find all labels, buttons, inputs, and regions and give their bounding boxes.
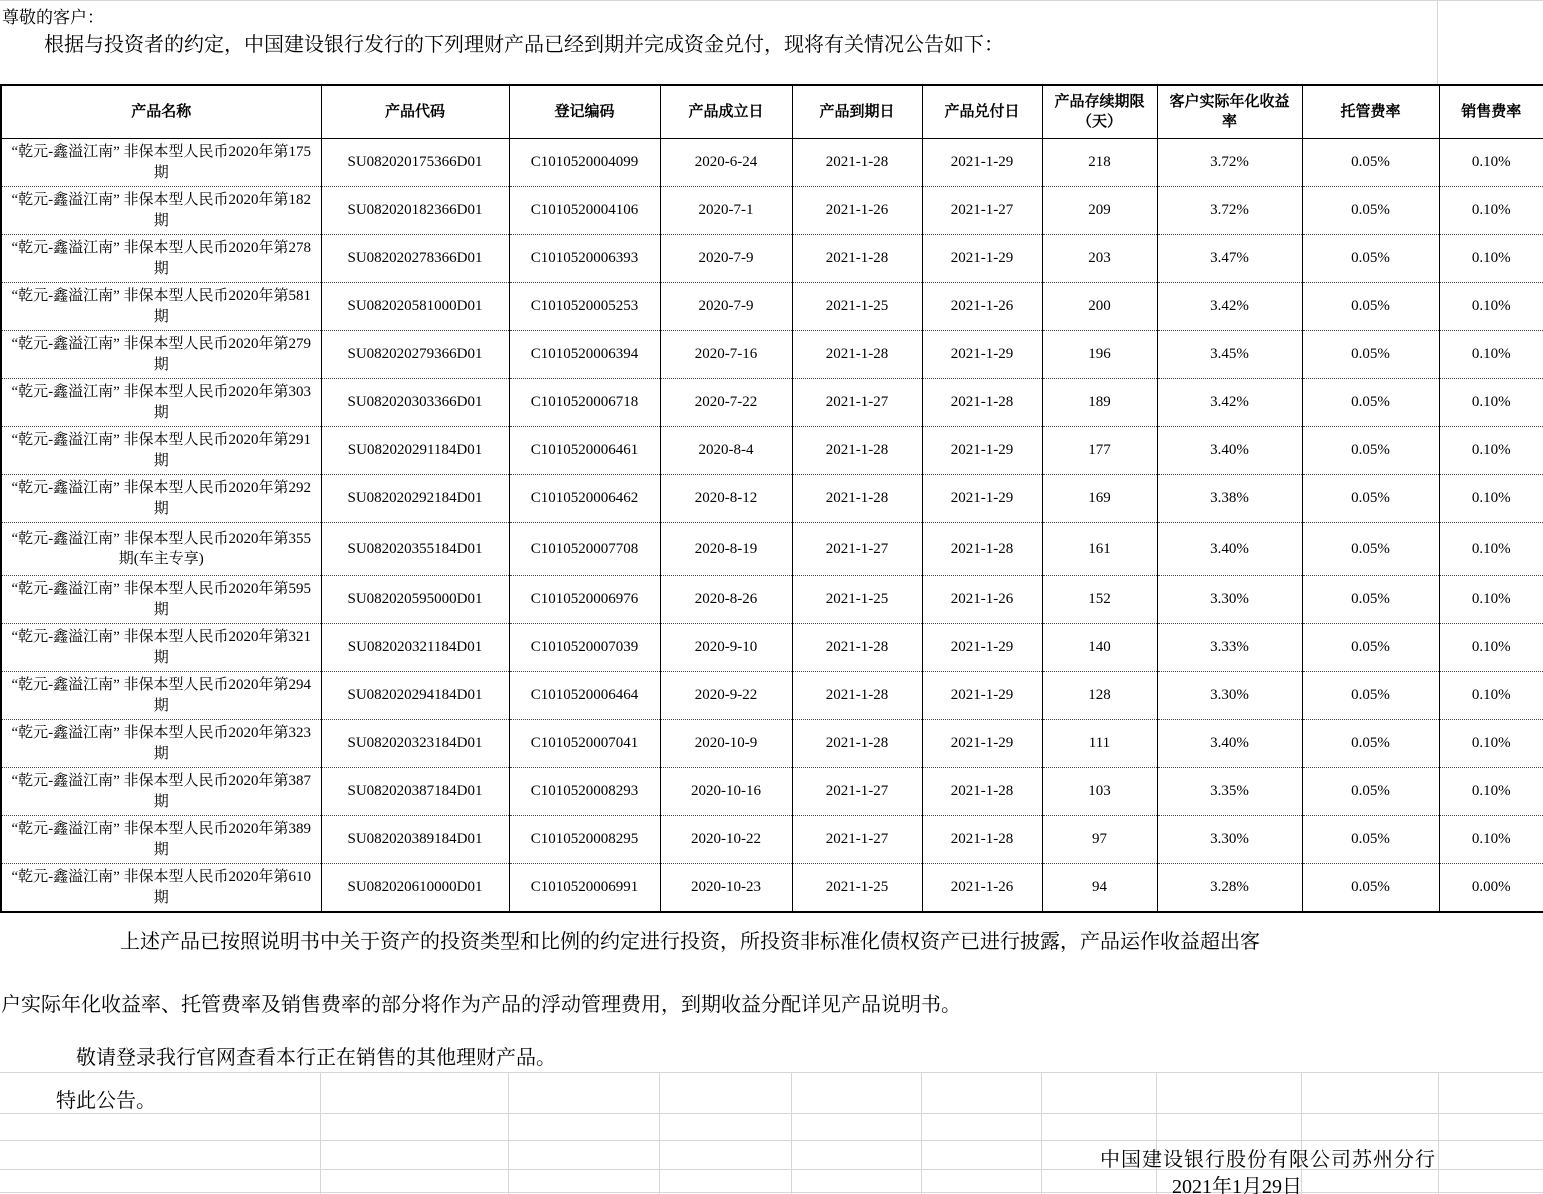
table-cell: 3.72% (1157, 139, 1302, 187)
table-cell: SU082020279366D01 (321, 331, 509, 379)
table-cell: 169 (1042, 475, 1157, 523)
table-cell: 161 (1042, 523, 1157, 576)
table-row (1, 331, 1543, 379)
table-cell: 2021-1-26 (922, 283, 1042, 331)
table-cell: 0.10% (1439, 576, 1543, 624)
table-cell: 3.42% (1157, 283, 1302, 331)
table-cell: 3.33% (1157, 624, 1302, 672)
table-cell: 0.05% (1302, 475, 1439, 523)
table-cell: 200 (1042, 283, 1157, 331)
table-cell: 0.05% (1302, 672, 1439, 720)
table-cell: 3.30% (1157, 576, 1302, 624)
table-cell: 209 (1042, 187, 1157, 235)
table-cell: 3.35% (1157, 768, 1302, 816)
column-header: 产品成立日 (660, 85, 792, 139)
table-cell: 2021-1-28 (792, 331, 922, 379)
table-cell: 140 (1042, 624, 1157, 672)
table-cell: 189 (1042, 379, 1157, 427)
table-cell: “乾元-鑫溢江南” 非保本型人民币2020年第294期 (1, 672, 321, 720)
table-cell: C1010520008293 (509, 768, 660, 816)
table-cell: 152 (1042, 576, 1157, 624)
table-cell: “乾元-鑫溢江南” 非保本型人民币2020年第389期 (1, 816, 321, 864)
table-cell: 0.10% (1439, 187, 1543, 235)
table-cell: C1010520007041 (509, 720, 660, 768)
products-table (0, 84, 1543, 913)
table-cell: 2021-1-25 (792, 576, 922, 624)
table-cell: 3.45% (1157, 331, 1302, 379)
column-header: 客户实际年化收益率 (1157, 85, 1302, 139)
table-row (1, 475, 1543, 523)
table-cell: 2021-1-28 (792, 139, 922, 187)
table-cell: SU082020389184D01 (321, 816, 509, 864)
grid-line (0, 0, 1543, 1)
table-cell: 2021-1-29 (922, 720, 1042, 768)
table-cell: 3.47% (1157, 235, 1302, 283)
note-paragraph-3: 敬请登录我行官网查看本行正在销售的其他理财产品。 (76, 1047, 556, 1069)
table-cell: 0.05% (1302, 139, 1439, 187)
grid-line (0, 1140, 1543, 1141)
table-cell: 0.05% (1302, 720, 1439, 768)
table-header-row (1, 85, 1543, 139)
table-row (1, 672, 1543, 720)
table-cell: 3.40% (1157, 720, 1302, 768)
table-cell: 0.10% (1439, 768, 1543, 816)
table-cell: 0.10% (1439, 379, 1543, 427)
table-cell: “乾元-鑫溢江南” 非保本型人民币2020年第278期 (1, 235, 321, 283)
table-cell: 2021-1-29 (922, 427, 1042, 475)
table-cell: 2021-1-29 (922, 475, 1042, 523)
table-cell: C1010520006393 (509, 235, 660, 283)
table-row (1, 864, 1543, 913)
table-cell: 2021-1-26 (922, 576, 1042, 624)
table-cell: C1010520005253 (509, 283, 660, 331)
table-cell: 111 (1042, 720, 1157, 768)
column-header: 登记编码 (509, 85, 660, 139)
table-cell: 0.10% (1439, 235, 1543, 283)
table-cell: 103 (1042, 768, 1157, 816)
table-cell: 0.05% (1302, 768, 1439, 816)
column-header: 销售费率 (1439, 85, 1543, 139)
table-row (1, 576, 1543, 624)
table-cell: 2021-1-29 (922, 331, 1042, 379)
table-cell: 2021-1-27 (792, 523, 922, 576)
table-row (1, 379, 1543, 427)
table-cell: SU082020321184D01 (321, 624, 509, 672)
table-cell: 0.05% (1302, 624, 1439, 672)
table-cell: “乾元-鑫溢江南” 非保本型人民币2020年第387期 (1, 768, 321, 816)
table-cell: 0.05% (1302, 235, 1439, 283)
grid-line (1041, 1072, 1042, 1194)
table-row (1, 523, 1543, 576)
grid-line (1156, 1072, 1157, 1194)
table-cell: 3.30% (1157, 816, 1302, 864)
table-cell: 0.00% (1439, 864, 1543, 913)
note-paragraph-1: 上述产品已按照说明书中关于资产的投资类型和比例的约定进行投资，所投资非标准化债权资产已进行披露，产品运作收益超出客 (120, 931, 1260, 953)
table-cell: 2020-7-9 (660, 283, 792, 331)
table-cell: 0.10% (1439, 283, 1543, 331)
table-row (1, 427, 1543, 475)
grid-line (320, 1072, 321, 1194)
table-cell: SU082020610000D01 (321, 864, 509, 913)
table-cell: C1010520006718 (509, 379, 660, 427)
grid-line (1438, 1072, 1439, 1194)
table-cell: C1010520006464 (509, 672, 660, 720)
table-cell: 0.05% (1302, 331, 1439, 379)
table-cell: 3.72% (1157, 187, 1302, 235)
table-cell: 177 (1042, 427, 1157, 475)
table-cell: 2020-8-12 (660, 475, 792, 523)
table-cell: 2021-1-28 (792, 624, 922, 672)
table-cell: “乾元-鑫溢江南” 非保本型人民币2020年第355期(车主专享) (1, 523, 321, 576)
table-cell: SU082020294184D01 (321, 672, 509, 720)
grid-line (1437, 0, 1438, 86)
table-cell: 0.10% (1439, 331, 1543, 379)
table-cell: 0.05% (1302, 427, 1439, 475)
table-row (1, 816, 1543, 864)
table-cell: 3.42% (1157, 379, 1302, 427)
table-cell: “乾元-鑫溢江南” 非保本型人民币2020年第182期 (1, 187, 321, 235)
table-cell: SU082020278366D01 (321, 235, 509, 283)
table-cell: C1010520004099 (509, 139, 660, 187)
table-cell: 2021-1-29 (922, 235, 1042, 283)
table-cell: 2021-1-28 (792, 235, 922, 283)
table-cell: SU082020175366D01 (321, 139, 509, 187)
table-cell: 2021-1-29 (922, 672, 1042, 720)
table-cell: 3.30% (1157, 672, 1302, 720)
table-cell: “乾元-鑫溢江南” 非保本型人民币2020年第175期 (1, 139, 321, 187)
table-cell: C1010520008295 (509, 816, 660, 864)
table-cell: 203 (1042, 235, 1157, 283)
table-cell: 3.40% (1157, 523, 1302, 576)
table-cell: SU082020303366D01 (321, 379, 509, 427)
table-cell: 97 (1042, 816, 1157, 864)
table-cell: C1010520006461 (509, 427, 660, 475)
table-cell: 2021-1-27 (792, 379, 922, 427)
table-cell: 2020-10-22 (660, 816, 792, 864)
salutation-text: 尊敬的客户： (2, 8, 104, 27)
signature-company: 中国建设银行股份有限公司苏州分行 (1100, 1149, 1436, 1171)
table-cell: C1010520006394 (509, 331, 660, 379)
table-cell: SU082020387184D01 (321, 768, 509, 816)
column-header: 产品代码 (321, 85, 509, 139)
table-cell: 0.05% (1302, 864, 1439, 913)
table-cell: 2020-9-22 (660, 672, 792, 720)
table-cell: 0.10% (1439, 624, 1543, 672)
table-row (1, 283, 1543, 331)
table-cell: C1010520006991 (509, 864, 660, 913)
table-cell: 3.40% (1157, 427, 1302, 475)
table-cell: 128 (1042, 672, 1157, 720)
table-cell: SU082020581000D01 (321, 283, 509, 331)
table-cell: 2021-1-25 (792, 283, 922, 331)
table-cell: 2020-6-24 (660, 139, 792, 187)
grid-line (791, 1072, 792, 1194)
table-cell: 2020-7-9 (660, 235, 792, 283)
table-cell: 2021-1-29 (922, 624, 1042, 672)
column-header: 产品存续期限（天） (1042, 85, 1157, 139)
table-row (1, 235, 1543, 283)
table-cell: 2021-1-28 (922, 523, 1042, 576)
table-cell: 0.05% (1302, 283, 1439, 331)
table-cell: 2020-8-4 (660, 427, 792, 475)
table-cell: 2020-10-9 (660, 720, 792, 768)
table-cell: “乾元-鑫溢江南” 非保本型人民币2020年第323期 (1, 720, 321, 768)
column-header: 产品兑付日 (922, 85, 1042, 139)
table-cell: 2021-1-26 (792, 187, 922, 235)
table-cell: C1010520006976 (509, 576, 660, 624)
table-cell: 0.10% (1439, 816, 1543, 864)
table-cell: 0.10% (1439, 720, 1543, 768)
table-cell: 0.10% (1439, 427, 1543, 475)
table-cell: 2021-1-28 (792, 427, 922, 475)
table-cell: 2021-1-27 (922, 187, 1042, 235)
table-cell: 2020-10-23 (660, 864, 792, 913)
table-cell: 2021-1-25 (792, 864, 922, 913)
table-cell: “乾元-鑫溢江南” 非保本型人民币2020年第610期 (1, 864, 321, 913)
intro-body-text: 根据与投资者的约定，中国建设银行发行的下列理财产品已经到期并完成资金兑付，现将有关情况公告如下： (44, 34, 1004, 56)
table-row (1, 187, 1543, 235)
table-cell: 0.05% (1302, 523, 1439, 576)
table-cell: “乾元-鑫溢江南” 非保本型人民币2020年第595期 (1, 576, 321, 624)
table-cell: “乾元-鑫溢江南” 非保本型人民币2020年第292期 (1, 475, 321, 523)
table-cell: C1010520007708 (509, 523, 660, 576)
table-cell: 0.05% (1302, 187, 1439, 235)
grid-line (921, 1072, 922, 1194)
note-paragraph-2: 户实际年化收益率、托管费率及销售费率的部分将作为产品的浮动管理费用，到期收益分配详见产品说明书。 (1, 994, 961, 1016)
table-cell: SU082020291184D01 (321, 427, 509, 475)
table-row (1, 720, 1543, 768)
grid-line (0, 1113, 1543, 1114)
table-cell: 94 (1042, 864, 1157, 913)
signature-date: 2021年1月29日 (1172, 1176, 1302, 1194)
table-cell: 2021-1-28 (922, 379, 1042, 427)
table-cell: 0.05% (1302, 816, 1439, 864)
grid-line (0, 1192, 1543, 1193)
table-cell: 2021-1-28 (792, 720, 922, 768)
grid-line (0, 1072, 1543, 1073)
grid-line (508, 1072, 509, 1194)
table-cell: 2021-1-27 (792, 816, 922, 864)
table-cell: 2021-1-28 (922, 816, 1042, 864)
table-cell: 0.10% (1439, 523, 1543, 576)
table-cell: 0.10% (1439, 672, 1543, 720)
table-cell: SU082020292184D01 (321, 475, 509, 523)
table-cell: 196 (1042, 331, 1157, 379)
table-cell: 2020-10-16 (660, 768, 792, 816)
table-cell: “乾元-鑫溢江南” 非保本型人民币2020年第291期 (1, 427, 321, 475)
table-cell: 2021-1-26 (922, 864, 1042, 913)
table-cell: “乾元-鑫溢江南” 非保本型人民币2020年第303期 (1, 379, 321, 427)
table-cell: 3.28% (1157, 864, 1302, 913)
table-cell: 2021-1-29 (922, 139, 1042, 187)
note-paragraph-4: 特此公告。 (56, 1090, 156, 1112)
table-cell: 2020-7-16 (660, 331, 792, 379)
table-cell: “乾元-鑫溢江南” 非保本型人民币2020年第581期 (1, 283, 321, 331)
table-cell: 2021-1-27 (792, 768, 922, 816)
table-row (1, 139, 1543, 187)
grid-line (659, 1072, 660, 1194)
table-cell: 2021-1-28 (792, 475, 922, 523)
table-cell: SU082020323184D01 (321, 720, 509, 768)
column-header: 托管费率 (1302, 85, 1439, 139)
table-cell: SU082020182366D01 (321, 187, 509, 235)
table-cell: SU082020595000D01 (321, 576, 509, 624)
table-cell: C1010520006462 (509, 475, 660, 523)
table-cell: 0.10% (1439, 139, 1543, 187)
table-cell: 2020-9-10 (660, 624, 792, 672)
table-cell: “乾元-鑫溢江南” 非保本型人民币2020年第321期 (1, 624, 321, 672)
table-cell: 3.38% (1157, 475, 1302, 523)
table-cell: 0.05% (1302, 576, 1439, 624)
table-cell: 2020-8-26 (660, 576, 792, 624)
table-cell: 2021-1-28 (792, 672, 922, 720)
table-cell: 2021-1-28 (922, 768, 1042, 816)
table-cell: “乾元-鑫溢江南” 非保本型人民币2020年第279期 (1, 331, 321, 379)
column-header: 产品名称 (1, 85, 321, 139)
table-cell: 218 (1042, 139, 1157, 187)
table-cell: C1010520007039 (509, 624, 660, 672)
table-cell: 2020-7-1 (660, 187, 792, 235)
table-cell: C1010520004106 (509, 187, 660, 235)
table-row (1, 624, 1543, 672)
table-cell: 2020-7-22 (660, 379, 792, 427)
table-row (1, 768, 1543, 816)
table-cell: 2020-8-19 (660, 523, 792, 576)
table-cell: 0.05% (1302, 379, 1439, 427)
table-cell: 0.10% (1439, 475, 1543, 523)
column-header: 产品到期日 (792, 85, 922, 139)
table-cell: SU082020355184D01 (321, 523, 509, 576)
